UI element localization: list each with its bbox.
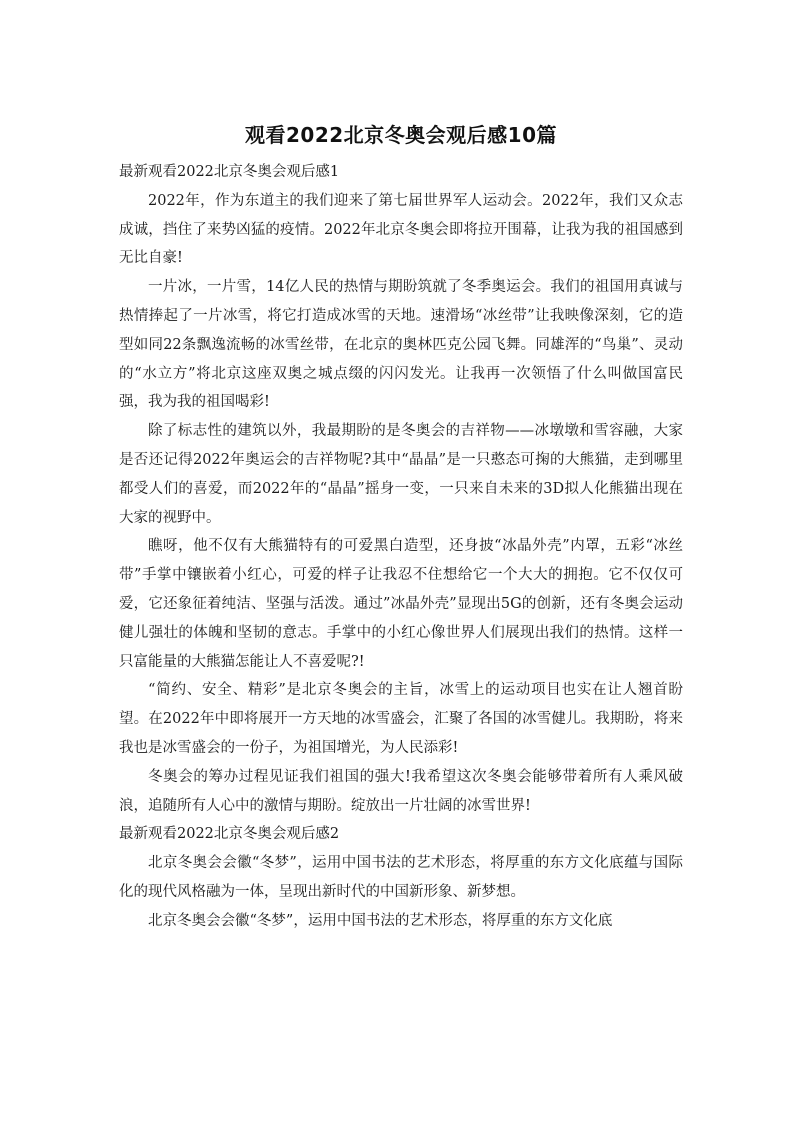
document-body: [119, 118, 683, 936]
paragraph: 冬奥会的筹办过程见证我们祖国的强大!我希望这次冬奥会能够带着所有人乘风破浪，追随所有人心中的激情与期盼。绽放出一片壮阔的冰雪世界!: [119, 768, 683, 814]
section-heading: 最新观看2022北京冬奥会观后感1: [119, 164, 340, 180]
paragraph: “简约、安全、精彩”是北京冬奥会的主旨，冰雪上的运动项目也实在让人翘首盼望。在2022年中即将展开一方天地的冰雪盛会，汇聚了各国的冰雪健儿。我期盼，将来我也是冰雪盛会的一份子，为祖国增光，为人民添彩!: [119, 682, 683, 756]
essay-section-1: [119, 158, 683, 820]
paragraph: 北京冬奥会会徽“冬梦”，运用中国书法的艺术形态，将厚重的东方文化底蕴与国际化的现代风格融为一体，呈现出新时代的中国新形象、新梦想。: [119, 855, 683, 900]
essay-section-2: [119, 820, 683, 935]
paragraph: 一片冰，一片雪，14亿人民的热情与期盼筑就了冬季奥运会。我们的祖国用真诚与热情捧起了一片冰雪，将它打造成冰雪的天地。速滑场“冰丝带”让我映像深刻，它的造型如同22条飘逸流畅的冰雪丝带，在北京的奥林匹克公园飞舞。同雄浑的“鸟巢”、灵动的“水立方”将北京这座双奥之城点缀的闪闪发光。让我再一次领悟了什么叫做国富民强，我为我的祖国喝彩!: [119, 279, 683, 411]
paragraph: 2022年，作为东道主的我们迎来了第七届世界军人运动会。2022年，我们又众志成诚，挡住了来势凶猛的疫情。2022年北京冬奥会即将拉开围幕，让我为我的祖国感到无比自豪!: [119, 192, 683, 267]
document-title: 观看2022北京冬奥会观后感10篇: [245, 123, 557, 147]
paragraph: 北京冬奥会会徽“冬梦”，运用中国书法的艺术形态，将厚重的东方文化底: [148, 912, 613, 929]
section-heading: 最新观看2022北京冬奥会观后感2: [119, 826, 340, 843]
paragraph: 除了标志性的建筑以外，我最期盼的是冬奥会的吉祥物——冰墩墩和雪容融，大家是否还记得2022年奥运会的吉祥物呢?其中“晶晶”是一只憨态可掬的大熊猫，走到哪里都受人们的喜爱，而2022年的“晶晶”摇身一变，一只来自未来的3D拟人化熊猫出现在大家的视野中。: [119, 423, 683, 526]
paragraph: 瞧呀，他不仅有大熊猫特有的可爱黑白造型，还身披“冰晶外壳”内罩，五彩“冰丝带”手掌中镶嵌着小红心，可爱的样子让我忍不住想给它一个大大的拥抱。它不仅仅可爱，它还象征着纯洁、坚强与活泼。通过”冰晶外壳”显现出5G的创新，还有冬奥会运动健儿强壮的体魄和坚韧的意志。手掌中的小红心像世界人们展现出我们的热情。这样一只富能量的大熊猫怎能让人不喜爱呢?!: [119, 538, 683, 670]
